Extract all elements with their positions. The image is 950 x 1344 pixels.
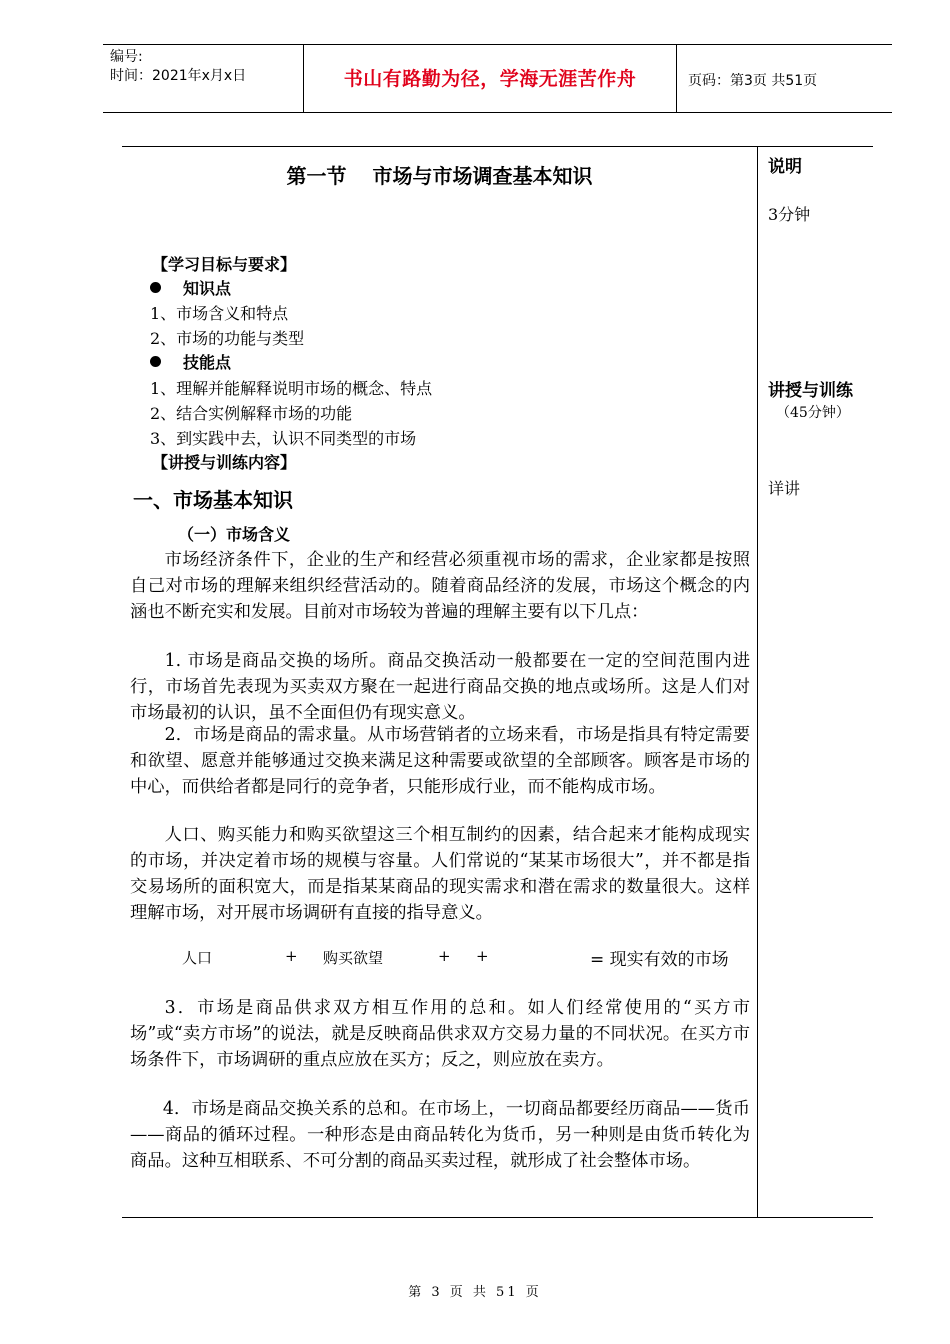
list-item: 2、结合实例解释市场的功能 — [150, 404, 353, 423]
page-footer: 第 3 页 共 51 页 — [408, 1285, 542, 1300]
header-top-rule — [103, 44, 892, 45]
skill-heading: 技能点 — [183, 353, 232, 372]
paragraph-demand — [130, 822, 750, 926]
list-item: 3、到实践中去，认识不同类型的市场 — [150, 429, 417, 448]
serial-label: 编号: — [110, 49, 143, 65]
side-note-heading: 说明 — [768, 157, 802, 177]
page-title — [122, 160, 757, 189]
paragraph-text: 2．市场是商品的需求量。从市场营销者的立场来看，市场是指具有特定需要和欲望、愿意并能够通过交换来满足这种需要或欲望的全部顾客。顾客是市场的中心，而供给者都是同行的竞争者，只能形成行业，而不能构成市场。 — [130, 725, 750, 797]
paragraph-text: 人口、购买能力和购买欲望这三个相互制约的因素，结合起来才能构成现实的市场，并决定着市场的规模与容量。人们常说的“某某市场很大”，并不都是指交易场所的面积宽大，而是指某某商品的现实需求和潜在需求的数量很大。这样理解市场，对开展市场调研有直接的指导意义。 — [130, 825, 750, 923]
header-bottom-rule — [103, 112, 892, 113]
formula-plus: + — [438, 947, 451, 965]
paragraph-point-1 — [130, 648, 750, 726]
table-top-rule — [122, 146, 873, 147]
title-section-number: 第一节 — [286, 164, 347, 188]
bullet-icon — [150, 282, 161, 293]
list-item: 1、理解并能解释说明市场的概念、特点 — [150, 379, 433, 398]
side-train-time: （45分钟） — [776, 405, 850, 421]
knowledge-heading: 知识点 — [183, 279, 232, 298]
bullet-icon — [150, 356, 161, 367]
header-page-info: 页码：第3页 共51页 — [688, 73, 818, 89]
header-meta — [110, 48, 246, 86]
skill-heading-row — [150, 350, 231, 373]
side-note-time: 3分钟 — [768, 205, 811, 224]
paragraph-text: 市场经济条件下，企业的生产和经营必须重视市场的需求，企业家都是按照自己对市场的理解来组织经营活动的。随着商品经济的发展，市场这个概念的内涵也不断充实和发展。目前对市场较为普遍的理解主要有以下几点： — [130, 550, 750, 622]
header-motto: 书山有路勤为径，学海无涯苦作舟 — [343, 68, 637, 90]
paragraph-point-2 — [130, 722, 750, 800]
knowledge-heading-row — [150, 276, 231, 299]
paragraph-point-4 — [130, 1096, 750, 1174]
content-heading: 【讲授与训练内容】 — [152, 453, 297, 472]
objectives-heading: 【学习目标与要求】 — [152, 255, 297, 274]
time-label: 时间：2021年x月x日 — [110, 68, 247, 84]
formula-result: = 现实有效的市场 — [590, 950, 729, 970]
section-heading: 一、市场基本知识 — [133, 488, 293, 512]
formula-plus: + — [285, 947, 298, 965]
side-train-heading: 讲授与训练 — [768, 381, 853, 401]
title-text: 市场与市场调查基本知识 — [372, 164, 593, 188]
header-divider — [676, 44, 677, 113]
subsection-heading: （一）市场含义 — [178, 525, 291, 544]
table-column-divider — [757, 146, 758, 1218]
table-bottom-rule — [122, 1217, 873, 1218]
paragraph-text: 4．市场是商品交换关系的总和。在市场上，一切商品都要经历商品——货币——商品的循环过程。一种形态是由商品转化为货币，另一种则是由货币转化为商品。这种互相联系、不可分割的商品买卖过程，就形成了社会整体市场。 — [130, 1099, 750, 1171]
formula-term-desire: 购买欲望 — [323, 949, 384, 967]
list-item: 1、市场含义和特点 — [150, 304, 289, 323]
paragraph-text: 3．市场是商品供求双方相互作用的总和。如人们经常使用的“买方市场”或“卖方市场”的说法，就是反映商品供求双方交易力量的不同状况。在买方市场条件下，市场调研的重点应放在买方；反之，则应放在卖方。 — [130, 998, 750, 1070]
formula-plus: + — [476, 947, 489, 965]
list-item: 2、市场的功能与类型 — [150, 329, 305, 348]
paragraph-point-3 — [130, 995, 750, 1073]
side-detail: 详讲 — [768, 479, 801, 498]
paragraph-text: 1. 市场是商品交换的场所。商品交换活动一般都要在一定的空间范围内进行，市场首先表现为买卖双方聚在一起进行商品交换的地点或场所。这是人们对市场最初的认识，虽不全面但仍有现实意义。 — [130, 651, 750, 723]
paragraph-intro — [130, 547, 750, 625]
formula-term-population: 人口 — [182, 949, 213, 967]
